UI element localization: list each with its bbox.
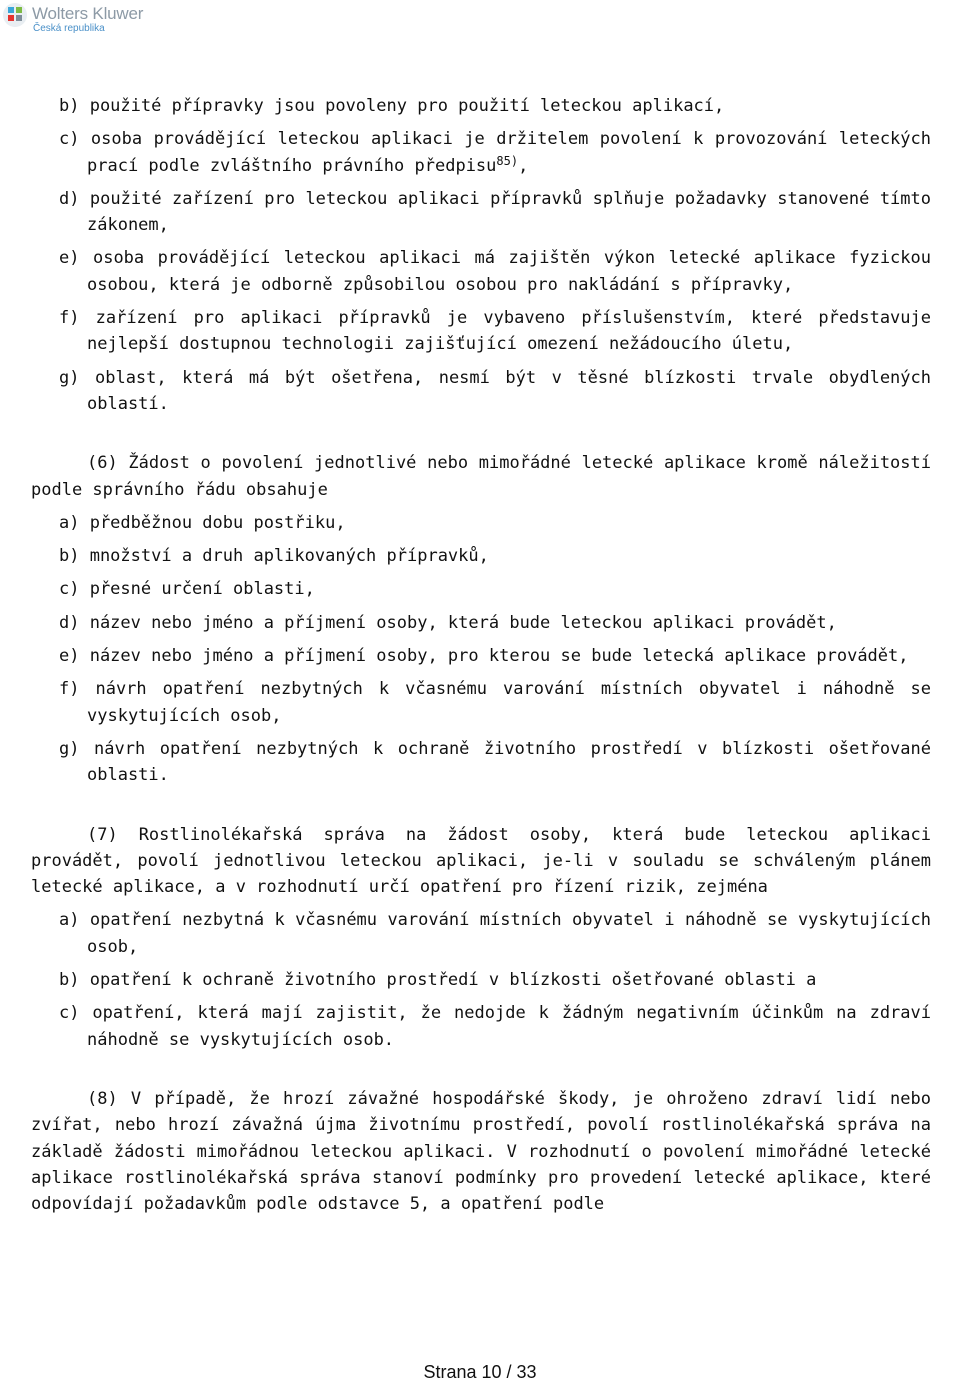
wolters-kluwer-logo bbox=[2, 2, 152, 36]
paragraph-8: (8) V případě, že hrozí závažné hospodářské škody, je ohroženo zdraví lidí nebo zvířat, nebo hrozí závažná újma životnímu prostředí, povolí rostlinolékařská správa na základě žádosti mimořádnou leteckou aplikaci. V rozhodnutí o povolení mimořádné letecké aplikace rostlinolékařská správa stanoví podmínky pro provedení letecké aplikace, které odpovídají požadavkům podle odstavce 5, a opatření podle bbox=[31, 1088, 931, 1215]
wolters-kluwer-logo-icon bbox=[2, 2, 28, 28]
paragraph-6: (6) Žádost o povolení jednotlivé nebo mimořádné letecké aplikace kromě náležitostí podle správního řádu obsahuje bbox=[31, 453, 931, 500]
list-item: g) oblast, která má být ošetřena, nesmí být v těsné blízkosti trvale obydlených oblastí. bbox=[59, 367, 931, 414]
brand-subtitle: Česká republika bbox=[33, 23, 105, 34]
list-item-punctuation: , bbox=[518, 155, 529, 176]
list-item: a) opatření nezbytná k včasnému varování místních obyvatel i náhodně se vyskytujících osob, bbox=[59, 910, 931, 957]
brand-name: Wolters Kluwer bbox=[32, 4, 144, 23]
list-item: d) název nebo jméno a příjmení osoby, která bude leteckou aplikaci provádět, bbox=[59, 612, 837, 633]
list-item bbox=[59, 126, 931, 179]
list-item: e) název nebo jméno a příjmení osoby, pro kterou se bude letecká aplikace provádět, bbox=[59, 646, 909, 667]
list-item: c) opatření, která mají zajistit, že nedojde k žádným negativním účinkům na zdraví náhodně se vyskytujících osob. bbox=[59, 1003, 931, 1050]
list-item-text: c) osoba provádějící leteckou aplikaci je držitelem povolení k provozování leteckých prací podle zvláštního právního předpisu bbox=[59, 129, 931, 176]
document-body bbox=[31, 93, 931, 1224]
list-item: e) osoba provádějící leteckou aplikaci má zajištěn výkon letecké aplikace fyzickou osobou, která je odborně způsobilou osobou pro nakládání s přípravky, bbox=[59, 248, 931, 295]
list-item: g) návrh opatření nezbytných k ochraně životního prostředí v blízkosti ošetřované oblasti. bbox=[59, 738, 931, 786]
page-number: Strana 10 / 33 bbox=[423, 1362, 537, 1382]
footnote-reference[interactable]: 85) bbox=[496, 153, 519, 168]
list-item: f) návrh opatření nezbytných k včasnému varování místních obyvatel i náhodně se vyskytujících osob, bbox=[59, 679, 931, 726]
list-item: c) přesné určení oblasti, bbox=[59, 579, 315, 600]
list-item: b) použité přípravky jsou povoleny pro použití leteckou aplikací, bbox=[59, 96, 725, 116]
list-item: b) množství a druh aplikovaných přípravků, bbox=[59, 546, 489, 567]
list-item: d) použité zařízení pro leteckou aplikaci přípravků splňuje požadavky stanovené tímto zákonem, bbox=[59, 188, 931, 236]
list-item: a) předběžnou dobu postřiku, bbox=[59, 512, 346, 533]
paragraph-7: (7) Rostlinolékařská správa na žádost osoby, která bude leteckou aplikaci provádět, povolí jednotlivou leteckou aplikaci, je-li v souladu se schváleným plánem letecké aplikace, a v rozhodnutí určí opatření pro řízení rizik, zejména bbox=[31, 824, 931, 898]
list-item: b) opatření k ochraně životního prostředí v blízkosti ošetřované oblasti a bbox=[59, 970, 817, 991]
list-item: f) zařízení pro aplikaci přípravků je vybaveno příslušenstvím, které představuje nejlepší dostupnou technologii zajišťující omezení nežádoucího úletu, bbox=[59, 308, 931, 355]
